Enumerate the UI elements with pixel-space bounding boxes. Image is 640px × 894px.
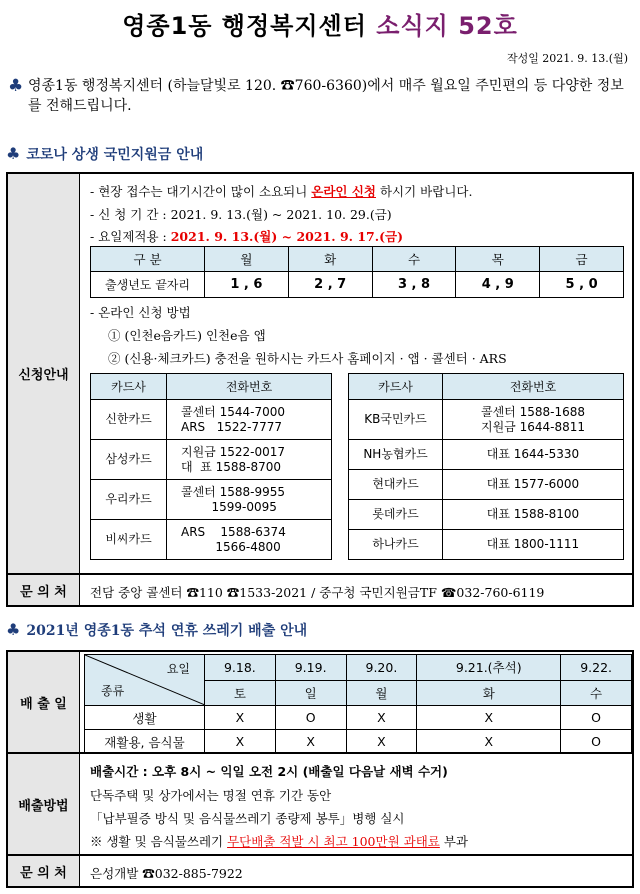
table-row	[349, 530, 624, 560]
table-cell: O	[275, 706, 346, 730]
method-line-2: 단독주택 및 상가에서는 명절 연휴 기간 동안	[90, 788, 332, 803]
table-cell: X	[417, 730, 561, 754]
side-label: 배 출 일	[8, 652, 80, 752]
table-cell: 우리카드	[91, 480, 167, 520]
table-cell: 1 , 6	[205, 272, 289, 298]
weekday-period-highlight: 2021. 9. 13.(월) ~ 2021. 9. 17.(금)	[170, 229, 404, 244]
method-line-time: 배출시간 : 오후 8시 ~ 익일 오전 2시 (배출일 다음날 새벽 수거)	[90, 764, 448, 779]
table-cell: 대표 1588-8100	[443, 500, 624, 530]
table-row	[349, 470, 624, 500]
weekday-header: 토	[205, 680, 276, 706]
date-header: 9.18.	[205, 655, 276, 681]
table-cell: 대표 1644-5330	[443, 440, 624, 470]
table-cell: X	[417, 706, 561, 730]
table-cell: 지원금 1522-0017 대 표 1588-8700	[167, 440, 332, 480]
intro-text: 영종1동 행정복지센터 (하늘달빛로 120. ☎760-6360)에서 매주 월요일 주민편의 등 다양한 정보를 전해드립니다.	[28, 78, 624, 114]
date-header: 9.21.(추석)	[417, 655, 561, 681]
table-cell: 출생년도 끝자리	[91, 272, 205, 298]
table-row	[85, 730, 632, 754]
table-cell: 롯데카드	[349, 500, 443, 530]
club-icon: ♣	[8, 76, 24, 96]
table-cell: 4 , 9	[456, 272, 540, 298]
table-cell: 삼성카드	[91, 440, 167, 480]
table-row	[349, 400, 624, 440]
table-cell: X	[275, 730, 346, 754]
section-title-text: 2021년 영종1동 추석 연휴 쓰레기 배출 안내	[26, 623, 308, 639]
table-header: 카드사	[349, 374, 443, 400]
table-cell: 콜센터 1588-1688 지원금 1644-8811	[443, 400, 624, 440]
table-cell: ARS 1588-6374 1566-4800	[167, 520, 332, 560]
table-cell: 대표 1577-6000	[443, 470, 624, 500]
table-cell: X	[346, 706, 417, 730]
section-title-waste	[6, 620, 307, 640]
table-cell: 비씨카드	[91, 520, 167, 560]
side-label: 배출방법	[8, 754, 80, 854]
table-row	[91, 520, 332, 560]
table-row	[349, 374, 624, 400]
table-row	[85, 706, 632, 730]
table-cell: X	[205, 706, 276, 730]
issue-date: 작성일 2021. 9. 13.(월)	[506, 52, 628, 65]
page-title	[0, 6, 640, 41]
online-method-2: ② (신용·체크카드) 충전을 원하시는 카드사 홈페이지 · 앱 · 콜센터 · ARS	[108, 351, 507, 366]
table-header: 카드사	[91, 374, 167, 400]
disposal-method-box	[6, 752, 634, 856]
weekday-header: 일	[275, 680, 346, 706]
table-cell: 생활	[85, 706, 205, 730]
intro-paragraph	[6, 76, 634, 116]
table-cell: 3 , 8	[372, 272, 456, 298]
table-cell: X	[346, 730, 417, 754]
table-cell: 대표 1800-1111	[443, 530, 624, 560]
contact-label: 문 의 처	[8, 575, 80, 605]
contact-box-waste	[6, 854, 634, 888]
section-title-text: 코로나 상생 국민지원금 안내	[26, 147, 204, 163]
table-cell: 콜센터 1544-7000 ARS 1522-7777	[167, 400, 332, 440]
method-line-3: 「납부필증 방식 및 음식물쓰레기 종량제 봉투」병행 실시	[90, 811, 405, 826]
guide-line-online: - 현장 접수는 대기시간이 많이 소요되니 온라인 신청 하시기 바랍니다.	[90, 184, 473, 199]
contact-text: 은성개발 ☎032-885-7922	[90, 866, 243, 881]
card-table-left	[90, 373, 332, 560]
table-cell: 재활용, 음식물	[85, 730, 205, 754]
side-label: 신청안내	[8, 174, 80, 573]
table-header: 월	[205, 247, 289, 272]
guide-line-weekday: - 요일제적용 : 2021. 9. 13.(월) ~ 2021. 9. 17.(금)	[90, 229, 404, 244]
table-cell: O	[561, 730, 632, 754]
table-cell: 현대카드	[349, 470, 443, 500]
fine-warning-highlight: 무단배출 적발 시 최고 100만원 과태료	[227, 834, 440, 849]
table-cell: 하나카드	[349, 530, 443, 560]
waste-schedule-box	[6, 650, 634, 754]
table-header: 화	[288, 247, 372, 272]
waste-schedule-table	[84, 654, 632, 754]
date-header: 9.22.	[561, 655, 632, 681]
contact-box-relief-fund	[6, 573, 634, 607]
method-line-4: ※ 생활 및 음식물쓰레기 무단배출 적발 시 최고 100만원 과태료 부과	[90, 834, 468, 849]
weekday-header: 월	[346, 680, 417, 706]
table-cell: 콜센터 1588-9955 1599-0095	[167, 480, 332, 520]
table-header: 목	[456, 247, 540, 272]
diagonal-header: 요일 종류	[85, 655, 205, 706]
table-cell: X	[205, 730, 276, 754]
online-method-title: - 온라인 신청 방법	[90, 305, 191, 320]
title-accent: 소식지 52호	[376, 12, 518, 40]
table-cell: 신한카드	[91, 400, 167, 440]
application-guide-content	[80, 174, 632, 573]
table-header: 금	[540, 247, 624, 272]
table-row	[91, 440, 332, 480]
table-header: 구 분	[91, 247, 205, 272]
guide-line-period: - 신 청 기 간 : 2021. 9. 13.(월) ~ 2021. 10. 29.(금)	[90, 207, 392, 222]
table-header: 전화번호	[443, 374, 624, 400]
table-row	[91, 400, 332, 440]
date-header: 9.19.	[275, 655, 346, 681]
section-title-relief-fund	[6, 144, 203, 164]
title-main: 영종1동 행정복지센터	[122, 12, 367, 40]
application-guide-box	[6, 172, 634, 575]
weekday-table	[90, 246, 624, 298]
table-row	[91, 272, 624, 298]
table-row	[91, 480, 332, 520]
contact-text: 전담 중앙 콜센터 ☎110 ☎1533-2021 / 중구청 국민지원금TF ☎032-760-6119	[90, 585, 545, 600]
table-cell: O	[561, 706, 632, 730]
table-row	[91, 247, 624, 272]
club-icon: ♣	[6, 144, 21, 163]
table-cell: NH농협카드	[349, 440, 443, 470]
table-cell: KB국민카드	[349, 400, 443, 440]
table-row	[349, 500, 624, 530]
weekday-header: 수	[561, 680, 632, 706]
online-apply-highlight: 온라인 신청	[311, 184, 376, 199]
contact-label: 문 의 처	[8, 856, 80, 886]
weekday-header: 화	[417, 680, 561, 706]
card-table-right	[348, 373, 624, 560]
table-header: 수	[372, 247, 456, 272]
table-row	[349, 440, 624, 470]
online-method-1: ① (인천e음카드) 인천e음 앱	[108, 328, 266, 343]
table-row	[91, 374, 332, 400]
date-header: 9.20.	[346, 655, 417, 681]
table-cell: 5 , 0	[540, 272, 624, 298]
table-cell: 2 , 7	[288, 272, 372, 298]
table-header: 전화번호	[167, 374, 332, 400]
table-row	[85, 655, 632, 681]
club-icon: ♣	[6, 620, 21, 639]
